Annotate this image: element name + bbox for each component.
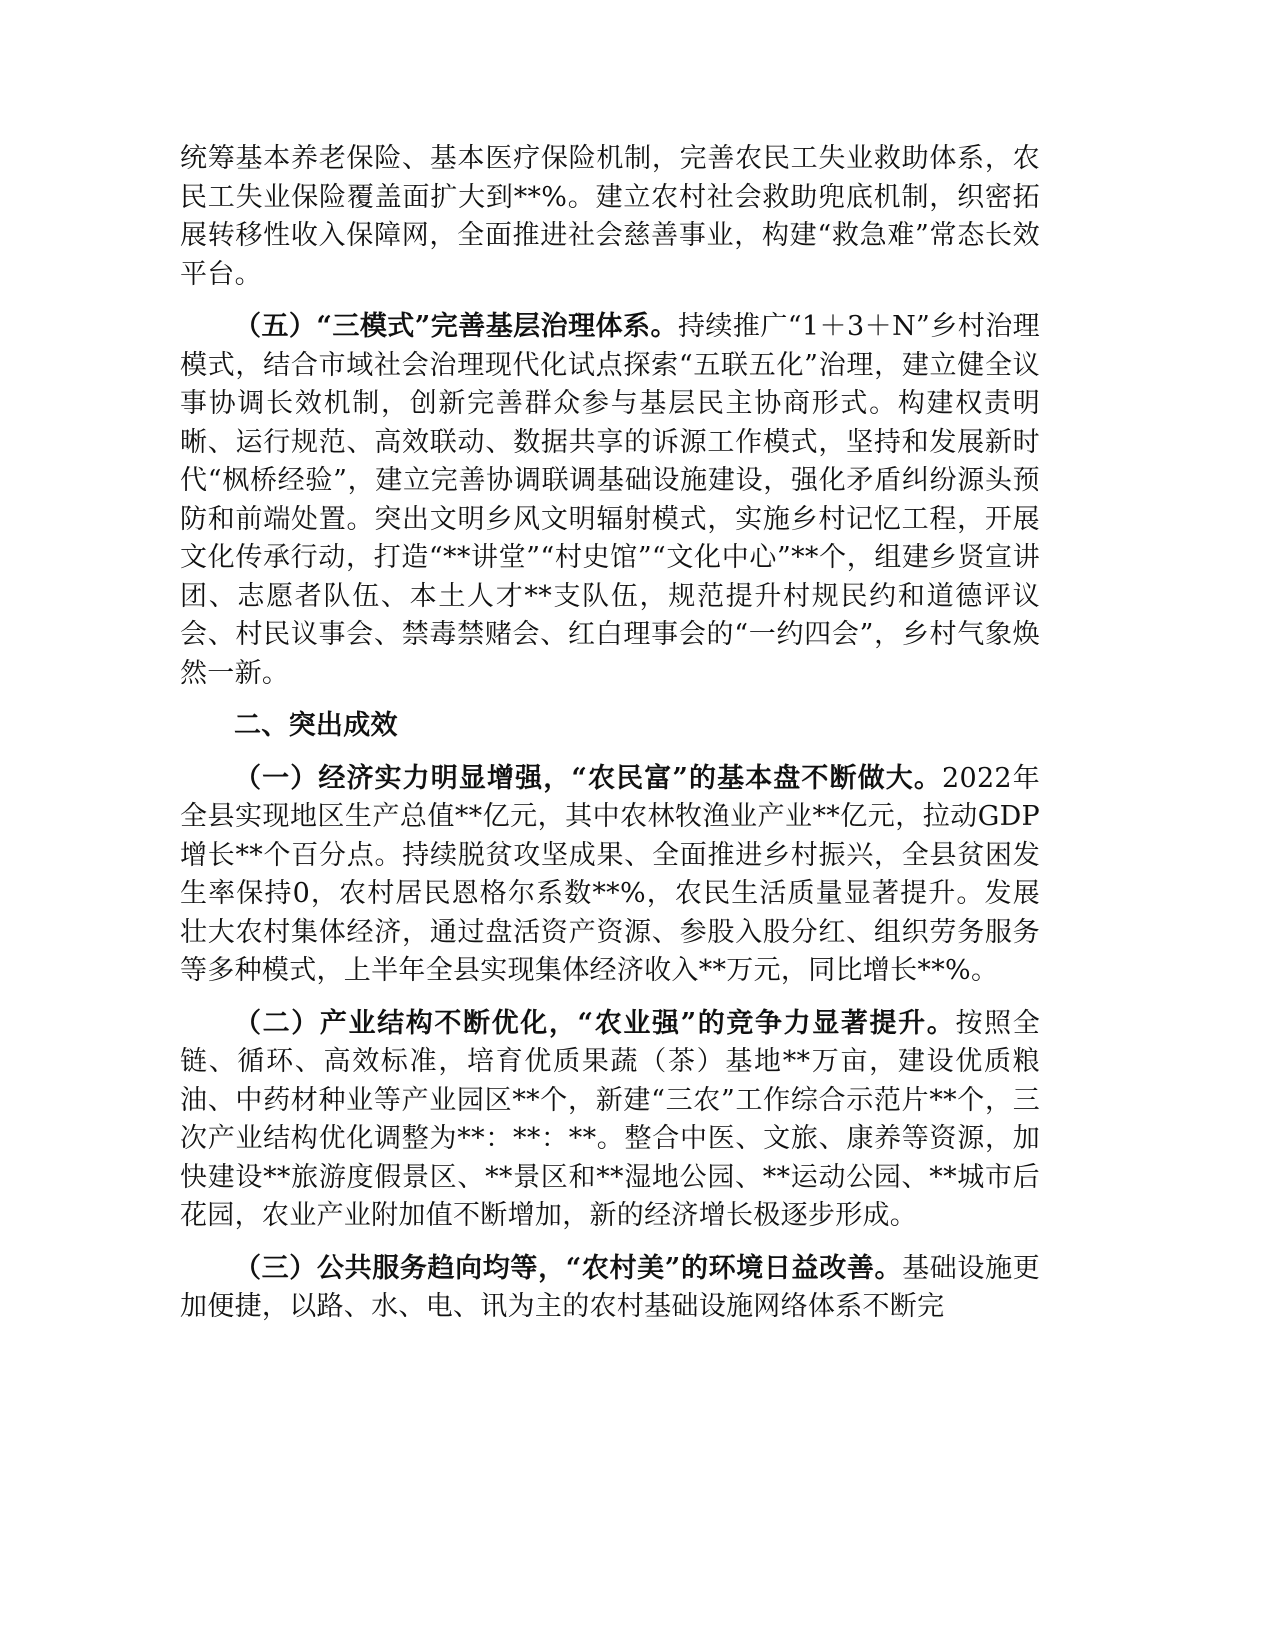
paragraph-text: 统筹基本养老保险、基本医疗保险机制，完善农民工失业救助体系，农民工失业保险覆盖面扩大到**%。建立农村社会救助兜底机制，织密拓展转移性收入保障网，全面推进社会慈善事业，构建“救急难”常态长效平台。 [180, 143, 1040, 290]
paragraph-economy [180, 760, 1040, 991]
paragraph-text: 2022年全县实现地区生产总值**亿元，其中农林牧渔业产业**亿元，拉动GDP增长**个百分点。持续脱贫攻坚成果、全面推进乡村振兴，全县贫困发生率保持0，农村居民恩格尔系数**%，农民生活质量显著提升。发展壮大农村集体经济，通过盘活资产资源、参股入股分红、组织劳务服务等多种模式，上半年全县实现集体经济收入**万元，同比增长**%。 [180, 762, 1041, 986]
paragraph-industry [180, 1005, 1040, 1236]
paragraph-text: 基础设施更加便捷，以路、水、电、讯为主的农村基础设施网络体系不断完 [180, 1252, 1041, 1322]
paragraph-lead: （三）公共服务趋向均等，“农村美”的环境日益改善。 [234, 1252, 903, 1284]
paragraph-text: 持续推广“1＋3＋N”乡村治理模式，结合市域社会治理现代化试点探索“五联五化”治理，建立健全议事协调长效机制，创新完善群众参与基层民主协商形式。构建权责明晰、运行规范、高效联动、数据共享的诉源工作模式，坚持和发展新时代“枫桥经验”，建立完善协调联调基础设施建设，强化矛盾纠纷源头预防和前端处置。突出文明乡风文明辐射模式，实施乡村记忆工程，开展文化传承行动，打造“**讲堂”“村史馆”“文化中心”**个，组建乡贤宣讲团、志愿者队伍、本土人才**支队伍，规范提升村规民约和道德评议会、村民议事会、禁毒禁赌会、红白理事会的“一约四会”，乡村气象焕然一新。 [180, 311, 1040, 689]
paragraph-lead: （五）“三模式”完善基层治理体系。 [234, 311, 678, 342]
paragraph-social-security [180, 140, 1040, 294]
paragraph-public-service [180, 1250, 1040, 1327]
paragraph-text: 按照全链、循环、高效标准，培育优质果蔬（茶）基地**万亩，建设优质粮油、中药材种业等产业园区**个，新建“三农”工作综合示范片**个，三次产业结构优化调整为**：**：**。整合中医、文旅、康养等资源，加快建设**旅游度假景区、**景区和**湿地公园、**运动公园、**城市后花园，农业产业附加值不断增加，新的经济增长极逐步形成。 [180, 1007, 1040, 1231]
paragraph-lead: （二）产业结构不断优化，“农业强”的竞争力显著提升。 [234, 1007, 956, 1039]
paragraph-governance [180, 308, 1040, 693]
paragraph-lead: （一）经济实力明显增强，“农民富”的基本盘不断做大。 [234, 762, 942, 794]
section-heading: 二、突出成效 [234, 710, 398, 741]
document-body [180, 140, 1040, 1341]
